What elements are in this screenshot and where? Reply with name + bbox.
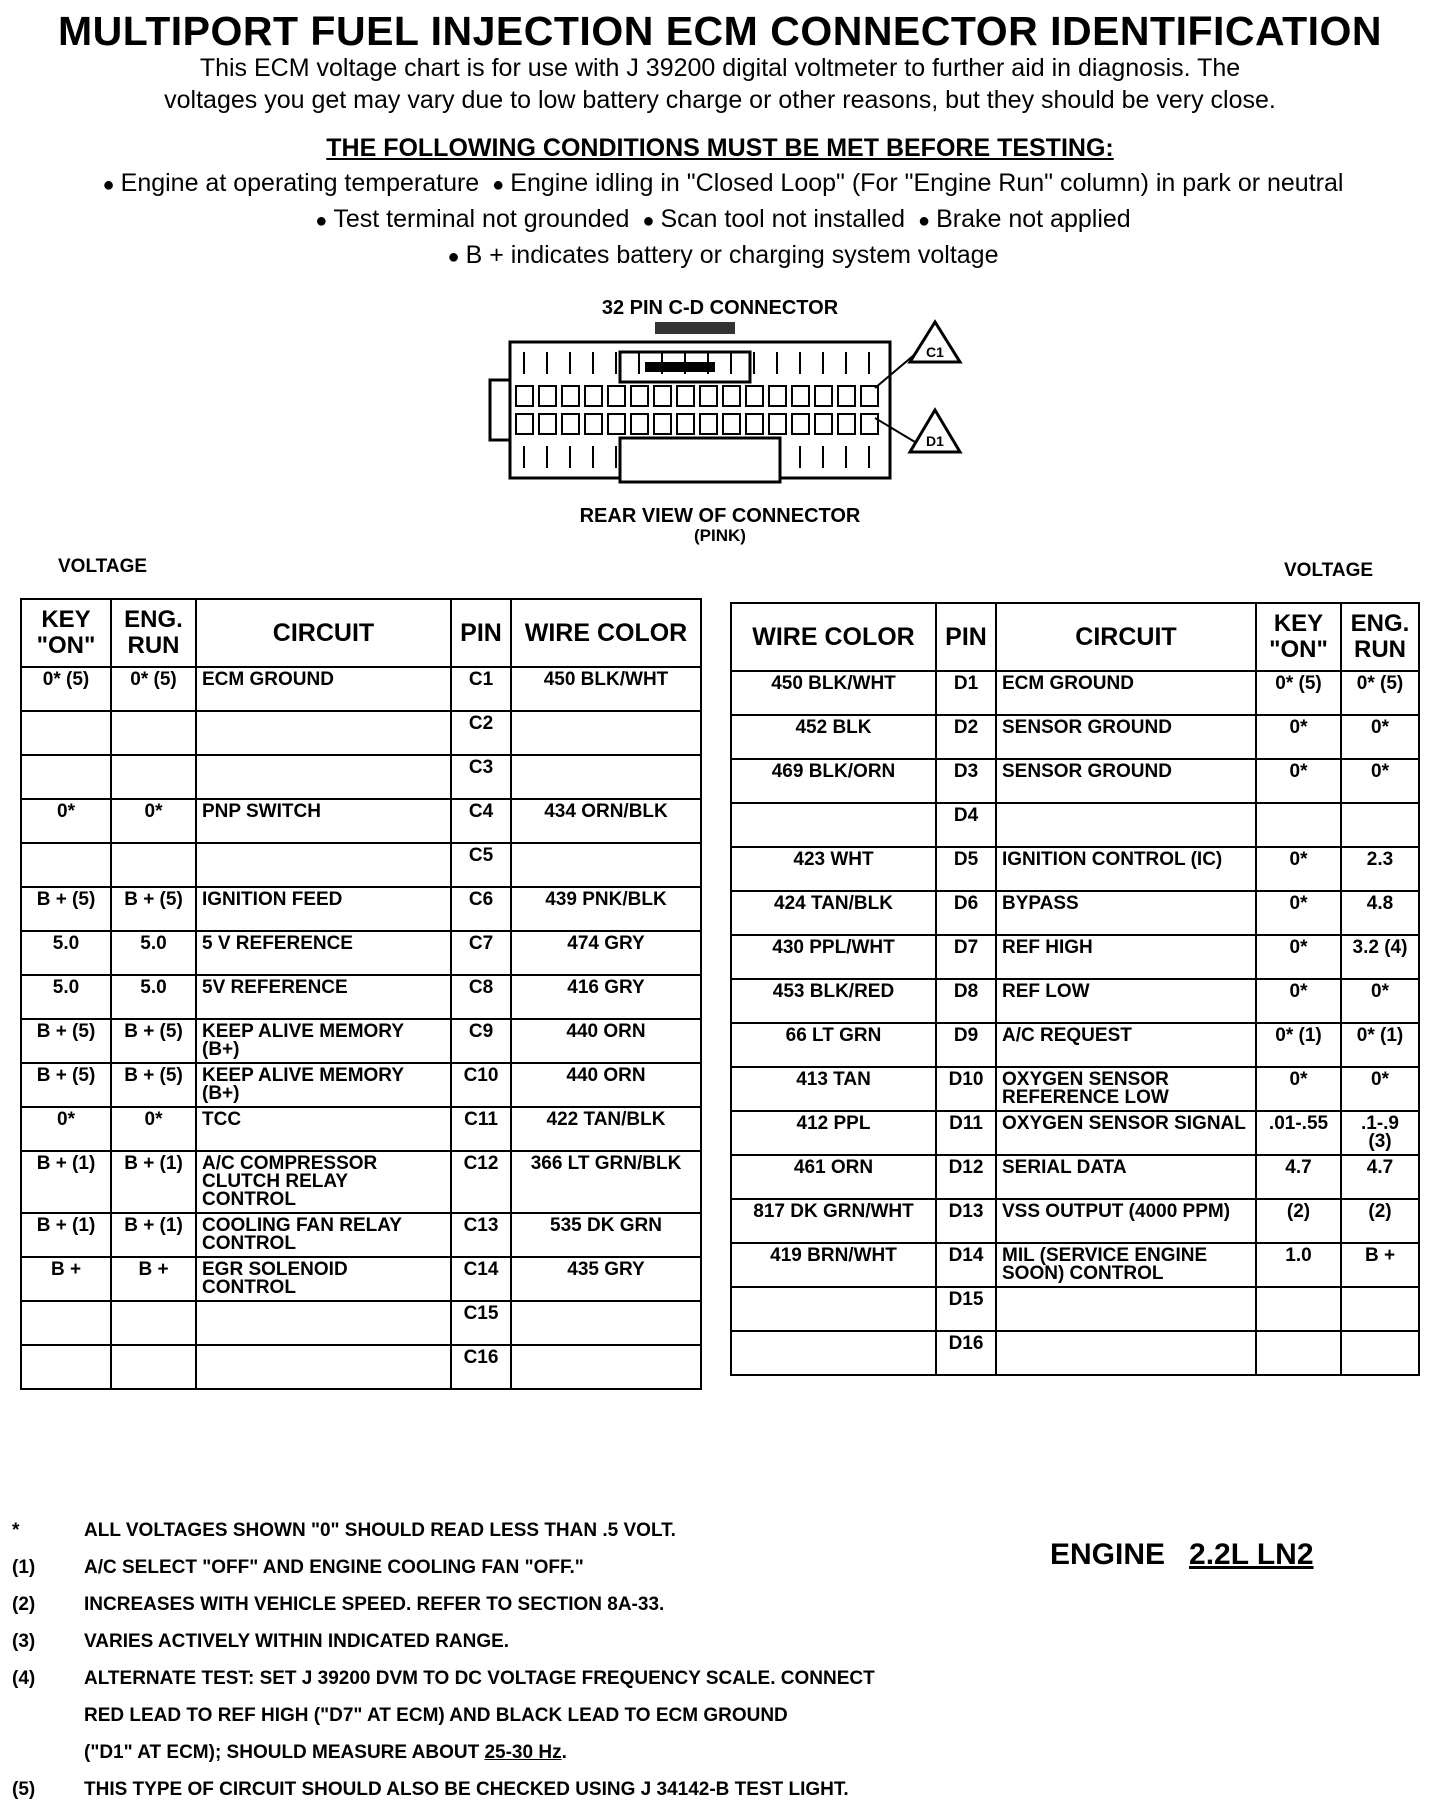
footnote-text: VARIES ACTIVELY WITHIN INDICATED RANGE. [84,1631,510,1652]
wire-color: 66 LT GRN [731,1023,936,1067]
wire-color: 440 ORN [511,1063,701,1107]
intro-text [40,52,1400,116]
table-row [731,803,1419,847]
footnote-key: (1) [12,1557,36,1578]
connector-pin-cavity [792,414,809,434]
table-row [731,1331,1419,1375]
key-on-voltage [21,1301,111,1345]
key-on-voltage [1256,1331,1341,1375]
connector-bottom-sublabel: (PINK) [694,526,746,545]
table-row [731,715,1419,759]
wire-color [731,1331,936,1375]
table-row [21,1213,701,1257]
key-on-voltage [21,711,111,755]
eng-run-voltage: 0* (1) [1341,1023,1419,1067]
pin-id: D10 [936,1067,996,1111]
bullet-icon: ● [315,210,328,232]
pin-id: D7 [936,935,996,979]
eng-run-voltage: B + (1) [111,1213,196,1257]
circuit-name: ECM GROUND [996,671,1256,715]
circuit-name [196,1345,451,1389]
eng-run-voltage: B + (5) [111,887,196,931]
pin-id: C7 [451,931,511,975]
pin-id: D3 [936,759,996,803]
table-row [731,1199,1419,1243]
pin-id: C15 [451,1301,511,1345]
eng-run-voltage: 0* [111,1107,196,1151]
connector-pin-cavity [700,414,717,434]
page-title: MULTIPORT FUEL INJECTION ECM CONNECTOR IDENTIFICATION [57,8,1383,54]
key-on-voltage: B + (5) [21,887,111,931]
footnote-key: * [12,1520,20,1541]
circuit-name [996,803,1256,847]
conditions-heading: THE FOLLOWING CONDITIONS MUST BE MET BEFORE TESTING: [326,134,1114,162]
footnotes [8,1520,988,1816]
key-on-voltage: 0* [1256,847,1341,891]
pin-id: D16 [936,1331,996,1375]
footnote-text: ALL VOLTAGES SHOWN "0" SHOULD READ LESS THAN .5 VOLT. [84,1520,676,1541]
wire-color [731,803,936,847]
connector-pin-cavity [562,386,579,406]
pin-id: D15 [936,1287,996,1331]
key-on-voltage: B + (5) [21,1019,111,1063]
col-key-on: KEY "ON" [21,599,111,667]
table-row [21,1301,701,1345]
connector-pin-cavity [516,386,533,406]
footnote-row [8,1668,988,1705]
pin-id: D13 [936,1199,996,1243]
connector-pin-cavity [585,414,602,434]
wire-color: 453 BLK/RED [731,979,936,1023]
key-on-voltage: 5.0 [21,975,111,1019]
connector-pin-cavity [585,386,602,406]
pin-id: D14 [936,1243,996,1287]
eng-run-voltage [1341,803,1419,847]
wire-color [511,1301,701,1345]
table-row [731,891,1419,935]
connector-pin-cavity [608,386,625,406]
eng-run-voltage: B + (5) [111,1063,196,1107]
circuit-name: SENSOR GROUND [996,715,1256,759]
wire-color: 450 BLK/WHT [511,667,701,711]
d-connector-table [730,602,1420,1376]
c1-marker-label: C1 [926,344,944,360]
footnote-row [8,1779,988,1816]
intro-line-2: voltages you get may vary due to low battery charge or other reasons, but they should be very close. [164,86,1276,114]
footnote-row [8,1594,988,1631]
circuit-name: SENSOR GROUND [996,759,1256,803]
table-row [731,1067,1419,1111]
eng-run-voltage [111,843,196,887]
table-row [21,931,701,975]
key-on-voltage [1256,1287,1341,1331]
condition-item: Test terminal not grounded [333,205,630,233]
connector-pin-cavity [654,414,671,434]
key-on-voltage: .01-.55 [1256,1111,1341,1155]
eng-run-voltage: 0* (5) [1341,671,1419,715]
connector-pin-cavity [631,386,648,406]
pin-id: C8 [451,975,511,1019]
wire-color: 366 LT GRN/BLK [511,1151,701,1213]
connector-pin-cavity [746,414,763,434]
eng-run-voltage: 4.8 [1341,891,1419,935]
table-row [731,1243,1419,1287]
connector-pin-cavity [792,386,809,406]
pin-id: C1 [451,667,511,711]
table-row [731,847,1419,891]
circuit-name [196,1301,451,1345]
pin-id: C9 [451,1019,511,1063]
circuit-name: MIL (SERVICE ENGINE SOON) CONTROL [996,1243,1256,1287]
key-on-voltage [21,755,111,799]
key-on-voltage: 0* [1256,1067,1341,1111]
wire-color: 452 BLK [731,715,936,759]
engine-label: ENGINE [1050,1538,1166,1571]
col-wire-color: WIRE COLOR [511,599,701,667]
table-row [21,1345,701,1389]
pin-id: C5 [451,843,511,887]
col-pin: PIN [936,603,996,671]
footnote-key: (2) [12,1594,36,1615]
table-row [21,843,701,887]
circuit-name: TCC [196,1107,451,1151]
eng-run-voltage: 0* [1341,759,1419,803]
connector-latch [655,322,735,334]
table-row [21,1063,701,1107]
pin-id: C16 [451,1345,511,1389]
key-on-voltage: 0* [1256,759,1341,803]
wire-color: 474 GRY [511,931,701,975]
connector-pin-cavity [677,386,694,406]
pin-id: D4 [936,803,996,847]
key-on-voltage: 0* [21,1107,111,1151]
circuit-name: A/C COMPRESSOR CLUTCH RELAY CONTROL [196,1151,451,1213]
col-eng-run: ENG. RUN [1341,603,1419,671]
frequency-range: 25-30 Hz [484,1742,562,1763]
connector-pin-cavity [723,414,740,434]
key-on-voltage: 0* [1256,935,1341,979]
circuit-name: OXYGEN SENSOR REFERENCE LOW [996,1067,1256,1111]
circuit-name [196,843,451,887]
key-on-voltage: 0* (5) [1256,671,1341,715]
connector-pin-cavity [861,414,878,434]
connector-pin-cavity [838,386,855,406]
circuit-name: REF HIGH [996,935,1256,979]
bullet-icon: ● [447,246,460,268]
wire-color: 435 GRY [511,1257,701,1301]
col-circuit: CIRCUIT [196,599,451,667]
footnote-key: (4) [12,1668,36,1689]
footnote-row [8,1557,988,1594]
key-on-voltage: 0* (5) [21,667,111,711]
condition-item: Brake not applied [936,205,1131,233]
wire-color: 412 PPL [731,1111,936,1155]
key-on-voltage: 0* [21,799,111,843]
pin-id: C10 [451,1063,511,1107]
wire-color: 450 BLK/WHT [731,671,936,715]
pin-id: D5 [936,847,996,891]
table-row [731,759,1419,803]
footnote-row [8,1631,988,1668]
key-on-voltage: 0* [1256,891,1341,935]
wire-color: 423 WHT [731,847,936,891]
d1-marker-label: D1 [926,433,944,449]
wire-color: 422 TAN/BLK [511,1107,701,1151]
col-wire-color: WIRE COLOR [731,603,936,671]
col-eng-run: ENG. RUN [111,599,196,667]
connector-pin-cavity [539,386,556,406]
connector-bottom-label: REAR VIEW OF CONNECTOR [579,505,861,527]
footnote-row [8,1520,988,1557]
wire-color: 439 PNK/BLK [511,887,701,931]
circuit-name: IGNITION FEED [196,887,451,931]
wire-color: 469 BLK/ORN [731,759,936,803]
table-row [21,975,701,1019]
wire-color [511,711,701,755]
footnote-text: ALTERNATE TEST: SET J 39200 DVM TO DC VOLTAGE FREQUENCY SCALE. CONNECT [84,1668,875,1689]
wire-color: 817 DK GRN/WHT [731,1199,936,1243]
connector-pin-cavity [608,414,625,434]
condition-item: Engine at operating temperature [120,169,480,197]
table-row [21,1019,701,1063]
table-row [21,1257,701,1301]
connector-pin-cavity [746,386,763,406]
key-on-voltage: 4.7 [1256,1155,1341,1199]
pin-id: C2 [451,711,511,755]
eng-run-voltage: 0* [111,799,196,843]
wire-color [511,843,701,887]
footnote-key: (5) [12,1779,36,1800]
eng-run-voltage [1341,1287,1419,1331]
key-on-voltage [21,1345,111,1389]
wire-color: 419 BRN/WHT [731,1243,936,1287]
circuit-name: COOLING FAN RELAY CONTROL [196,1213,451,1257]
pin-id: D2 [936,715,996,759]
table-row [21,755,701,799]
condition-item: Engine idling in "Closed Loop" (For "Engine Run" column) in park or neutral [510,169,1344,197]
key-on-voltage: 5.0 [21,931,111,975]
eng-run-voltage: 2.3 [1341,847,1419,891]
circuit-name: 5V REFERENCE [196,975,451,1019]
wire-color: 461 ORN [731,1155,936,1199]
wire-color: 430 PPL/WHT [731,935,936,979]
conditions-list [40,166,1400,274]
left-voltage-label: VOLTAGE [58,556,148,577]
bullet-icon: ● [918,210,931,232]
eng-run-voltage: 5.0 [111,931,196,975]
circuit-name: ECM GROUND [196,667,451,711]
eng-run-voltage: 0* (5) [111,667,196,711]
pin-id: D9 [936,1023,996,1067]
circuit-name [996,1331,1256,1375]
footnote-continuation-text: ("D1" AT ECM); SHOULD MEASURE ABOUT [84,1742,485,1763]
table-row [21,711,701,755]
key-on-voltage: B + (1) [21,1213,111,1257]
connector-side-tab [490,380,510,440]
table-row [21,887,701,931]
connector-key-bar [645,362,715,372]
table-row [21,1151,701,1213]
wire-color: 434 ORN/BLK [511,799,701,843]
key-on-voltage: 0* [1256,715,1341,759]
eng-run-voltage: 0* [1341,979,1419,1023]
wire-color [511,1345,701,1389]
wire-color [731,1287,936,1331]
pin-id: C14 [451,1257,511,1301]
circuit-name [996,1287,1256,1331]
key-on-voltage: B + (5) [21,1063,111,1107]
eng-run-voltage: 5.0 [111,975,196,1019]
footnote-key: (3) [12,1631,36,1652]
connector-pin-cavity [562,414,579,434]
connector-lower-tab [620,438,780,482]
circuit-name: REF LOW [996,979,1256,1023]
wire-color: 416 GRY [511,975,701,1019]
table-row [21,667,701,711]
wire-color: 440 ORN [511,1019,701,1063]
col-circuit: CIRCUIT [996,603,1256,671]
wire-color [511,755,701,799]
circuit-name: SERIAL DATA [996,1155,1256,1199]
eng-run-voltage [111,755,196,799]
connector-pin-cavity [631,414,648,434]
circuit-name: PNP SWITCH [196,799,451,843]
footnote-continuation: RED LEAD TO REF HIGH ("D7" AT ECM) AND BLACK LEAD TO ECM GROUND [84,1705,788,1726]
connector-pin-cavity [723,386,740,406]
wire-color: 535 DK GRN [511,1213,701,1257]
key-on-voltage: B + [21,1257,111,1301]
connector-pin-cavity [815,386,832,406]
right-voltage-label: VOLTAGE [1284,560,1374,581]
condition-item: Scan tool not installed [660,205,906,233]
eng-run-voltage: 4.7 [1341,1155,1419,1199]
connector-pin-cavity [861,386,878,406]
wire-color: 413 TAN [731,1067,936,1111]
pin-id: D1 [936,671,996,715]
table-row [731,935,1419,979]
connector-pin-cavity [838,414,855,434]
pin-id: D8 [936,979,996,1023]
d1-leader-line [875,418,920,445]
pin-id: D6 [936,891,996,935]
circuit-name: KEEP ALIVE MEMORY (B+) [196,1019,451,1063]
connector-pin-cavity [654,386,671,406]
eng-run-voltage: B + [111,1257,196,1301]
circuit-name: IGNITION CONTROL (IC) [996,847,1256,891]
pin-id: C11 [451,1107,511,1151]
eng-run-voltage [1341,1331,1419,1375]
footnote-continuation [8,1742,988,1779]
bullet-icon: ● [102,174,115,196]
table-row [731,1023,1419,1067]
table-row [731,979,1419,1023]
connector-pin-cavity [815,414,832,434]
condition-item: B + indicates battery or charging system voltage [465,241,999,269]
table-row [731,1287,1419,1331]
circuit-name [196,755,451,799]
key-on-voltage: 0* [1256,979,1341,1023]
pin-id: C4 [451,799,511,843]
table-row [731,1155,1419,1199]
circuit-name: KEEP ALIVE MEMORY (B+) [196,1063,451,1107]
key-on-voltage: B + (1) [21,1151,111,1213]
intro-line-1: This ECM voltage chart is for use with J 39200 digital voltmeter to further aid in diagnosis. The [199,54,1241,82]
connector-pin-cavity [677,414,694,434]
c-connector-table [20,598,702,1390]
table-row [731,671,1419,715]
key-on-voltage: 0* (1) [1256,1023,1341,1067]
pin-id: D11 [936,1111,996,1155]
connector-pin-cavity [769,386,786,406]
key-on-voltage [1256,803,1341,847]
table-row [731,1111,1419,1155]
eng-run-voltage: B + (5) [111,1019,196,1063]
connector-pin-cavity [516,414,533,434]
wire-color: 424 TAN/BLK [731,891,936,935]
circuit-name: BYPASS [996,891,1256,935]
col-key-on: KEY "ON" [1256,603,1341,671]
footnote-text: A/C SELECT "OFF" AND ENGINE COOLING FAN "OFF." [84,1557,584,1578]
bullet-icon: ● [492,174,505,196]
eng-run-voltage [111,711,196,755]
pin-id: C13 [451,1213,511,1257]
footnote-text: INCREASES WITH VEHICLE SPEED. REFER TO SECTION 8A-33. [84,1594,665,1615]
connector-top-label: 32 PIN C-D CONNECTOR [601,297,839,319]
table-row [21,1107,701,1151]
eng-run-voltage: 0* [1341,715,1419,759]
eng-run-voltage: B + (1) [111,1151,196,1213]
circuit-name: A/C REQUEST [996,1023,1256,1067]
key-on-voltage: 1.0 [1256,1243,1341,1287]
circuit-name: VSS OUTPUT (4000 PPM) [996,1199,1256,1243]
circuit-name: 5 V REFERENCE [196,931,451,975]
connector-diagram [470,310,990,510]
engine-code: 2.2L LN2 [1189,1538,1314,1571]
bullet-icon: ● [642,210,655,232]
footnote-period: . [561,1742,567,1763]
col-pin: PIN [451,599,511,667]
eng-run-voltage: 3.2 (4) [1341,935,1419,979]
eng-run-voltage: B + [1341,1243,1419,1287]
eng-run-voltage: 0* [1341,1067,1419,1111]
circuit-name: EGR SOLENOID CONTROL [196,1257,451,1301]
connector-pin-cavity [769,414,786,434]
eng-run-voltage: .1-.9 (3) [1341,1111,1419,1155]
table-row [21,799,701,843]
engine-designation [1050,1538,1314,1572]
connector-pin-cavity [700,386,717,406]
key-on-voltage: (2) [1256,1199,1341,1243]
circuit-name: OXYGEN SENSOR SIGNAL [996,1111,1256,1155]
eng-run-voltage [111,1345,196,1389]
eng-run-voltage [111,1301,196,1345]
pin-id: C6 [451,887,511,931]
connector-pin-cavity [539,414,556,434]
circuit-name [196,711,451,755]
footnote-text: THIS TYPE OF CIRCUIT SHOULD ALSO BE CHECKED USING J 34142-B TEST LIGHT. [84,1779,849,1800]
pin-id: C12 [451,1151,511,1213]
key-on-voltage [21,843,111,887]
pin-id: D12 [936,1155,996,1199]
eng-run-voltage: (2) [1341,1199,1419,1243]
pin-id: C3 [451,755,511,799]
